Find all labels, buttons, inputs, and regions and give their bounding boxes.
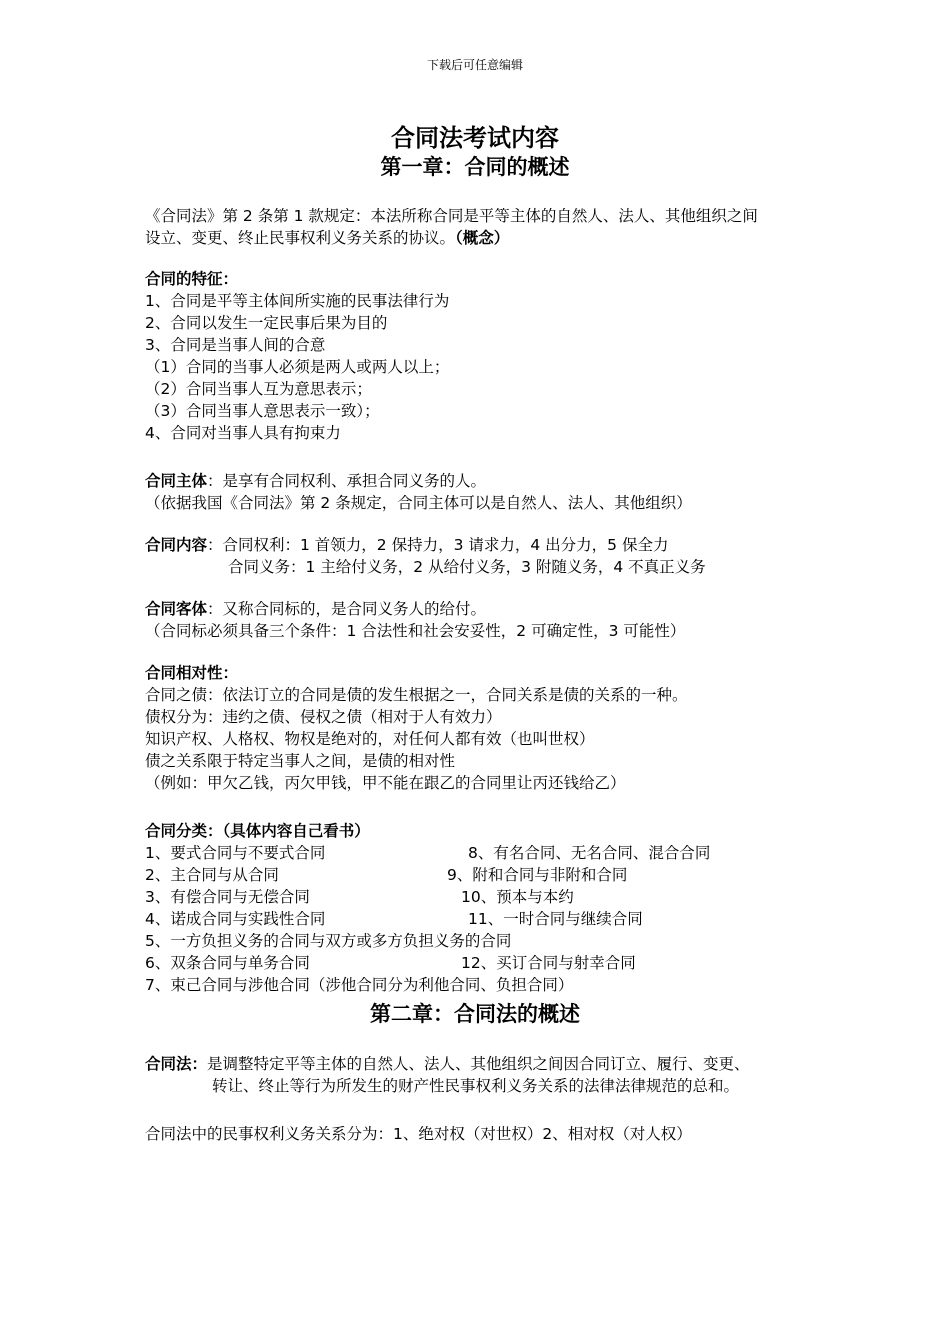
subject-text: ：是享有合同权利、承担合同义务的人。 <box>207 472 487 490</box>
feature-item: 2、合同以发生一定民事后果为目的 <box>145 314 388 332</box>
feature-item: 3、合同是当事人间的合意 <box>145 336 326 354</box>
subject-line <box>145 470 486 492</box>
classification-item: 12、买订合同与射幸合同 <box>461 954 636 972</box>
classification-item: 7、束己合同与涉他合同（涉他合同分为利他合同、负担合同） <box>145 976 574 994</box>
definition-line-2 <box>145 227 509 249</box>
chapter-2-title: 第二章：合同法的概述 <box>370 1002 580 1026</box>
classification-item: 5、一方负担义务的合同与双方或多方负担义务的合同 <box>145 932 512 950</box>
classification-item: 4、诺成合同与实践性合同 <box>145 910 326 928</box>
content-label: 合同内容 <box>145 536 208 554</box>
classification-item: 8、有名合同、无名合同、混合合同 <box>468 844 711 862</box>
features-heading: 合同的特征： <box>145 270 239 288</box>
classification-heading: 合同分类：（具体内容自己看书） <box>145 822 370 840</box>
relativity-line: （例如：甲欠乙钱，丙欠甲钱，甲不能在跟乙的合同里让丙还钱给乙） <box>145 774 626 792</box>
feature-item: 1、合同是平等主体间所实施的民事法律行为 <box>145 292 450 310</box>
object-label: 合同客体 <box>145 600 208 618</box>
contract-law-line-2: 转让、终止等行为所发生的财产性民事权利义务关系的法律法律规范的总和。 <box>212 1077 740 1095</box>
classification-item: 6、双条合同与单务合同 <box>145 954 310 972</box>
classification-item: 3、有偿合同与无偿合同 <box>145 888 310 906</box>
classification-item: 11、一时合同与继续合同 <box>468 910 643 928</box>
contract-law-line-1 <box>145 1053 750 1075</box>
subject-note: （依据我国《合同法》第 2 条规定，合同主体可以是自然人、法人、其他组织） <box>145 494 692 512</box>
content-rights-line <box>145 534 668 556</box>
feature-subitem: （3）合同当事人意思表示一致）； <box>145 402 380 420</box>
feature-subitem: （2）合同当事人互为意思表示； <box>145 380 372 398</box>
relativity-line: 债之关系限于特定当事人之间，是债的相对性 <box>145 752 456 770</box>
object-note: （合同标必须具备三个条件：1 合法性和社会安妥性，2 可确定性，3 可能性） <box>145 622 686 640</box>
document-title: 合同法考试内容 <box>391 124 559 152</box>
contract-law-relation: 合同法中的民事权利义务关系分为：1、绝对权（对世权）2、相对权（对人权） <box>145 1125 692 1143</box>
content-rights: ：合同权利：1 首领力，2 保持力，3 请求力，4 出分力，5 保全力 <box>207 536 669 554</box>
object-line <box>145 598 486 620</box>
relativity-line: 债权分为：违约之债、侵权之债（相对于人有效力） <box>145 708 502 726</box>
header-note: 下载后可任意编辑 <box>426 58 523 72</box>
content-duties: 合同义务：1 主给付义务，2 从给付义务，3 附随义务，4 不真正义务 <box>228 558 706 576</box>
object-text: ：又称合同标的，是合同义务人的给付。 <box>207 600 487 618</box>
definition-text: 设立、变更、终止民事权利义务关系的协议。 <box>145 229 456 247</box>
classification-item: 9、附和合同与非附和合同 <box>447 866 628 884</box>
chapter-1-title: 第一章：合同的概述 <box>380 155 570 179</box>
classification-item: 2、主合同与从合同 <box>145 866 279 884</box>
definition-tag: （概念） <box>455 229 510 247</box>
feature-subitem: （1）合同的当事人必须是两人或两人以上； <box>145 358 450 376</box>
contract-law-label: 合同法： <box>145 1055 208 1073</box>
classification-item: 10、预本与本约 <box>461 888 574 906</box>
relativity-line: 合同之债：依法订立的合同是债的发生根据之一，合同关系是债的关系的一种。 <box>145 686 688 704</box>
definition-line-1: 《合同法》第 2 条第 1 款规定：本法所称合同是平等主体的自然人、法人、其他组织之间 <box>145 207 758 225</box>
feature-item: 4、合同对当事人具有拘束力 <box>145 424 341 442</box>
relativity-line: 知识产权、人格权、物权是绝对的，对任何人都有效（也叫世权） <box>145 730 595 748</box>
classification-item: 1、要式合同与不要式合同 <box>145 844 326 862</box>
relativity-heading: 合同相对性： <box>145 664 239 682</box>
subject-label: 合同主体 <box>145 472 208 490</box>
contract-law-text: 是调整特定平等主体的自然人、法人、其他组织之间因合同订立、履行、变更、 <box>207 1055 750 1073</box>
